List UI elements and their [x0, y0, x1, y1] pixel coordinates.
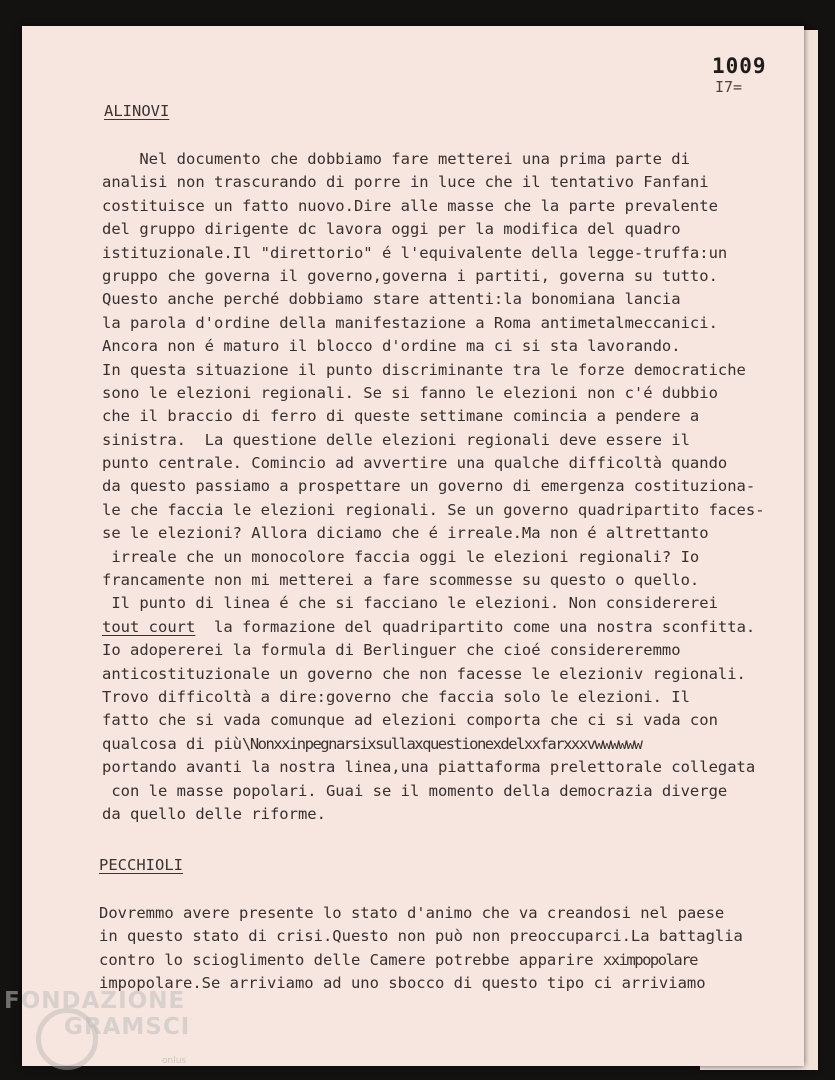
text-line: portando avanti la nostra linea,una piattaforma prelettorale collegata [102, 758, 756, 777]
watermark-sub: onlus [162, 1056, 187, 1066]
watermark-line1: FONDAZIONE [4, 988, 186, 1014]
struck-out-text: \Nonxxinpegnarsixsullaxquestionexdelxxfarxxxvwwwwww [241, 734, 642, 753]
watermark-logo [4, 988, 190, 1040]
tout-court-underlined: tout court [102, 617, 196, 636]
speaker-heading-pecchioli: PECCHIOLI [99, 856, 183, 874]
text-line: le che faccia le elezioni regionali. Se un governo quadripartito faces- [102, 500, 765, 519]
text-line: da questo passiamo a prospettare un governo di emergenza costituziona- [102, 477, 756, 496]
text-line: Trovo difficoltà a dire:governo che faccia solo le elezioni. Il [102, 687, 690, 706]
text-line: se le elezioni? Allora diciamo che é irreale.Ma non é altrettanto [102, 524, 709, 543]
text-line: istituzionale.Il "direttorio" é l'equivalente della legge-truffa:un [102, 243, 728, 262]
page-sub-number: I7= [715, 78, 743, 96]
text-line-tout-court [102, 616, 765, 639]
text-line: la parola d'ordine della manifestazione a Roma antimetalmeccanici. [102, 313, 718, 332]
text-line: Questo anche perché dobbiamo stare attenti:la bonomiana lancia [102, 290, 681, 309]
text-line: da quello delle riforme. [102, 804, 326, 823]
section-body-alinovi [102, 148, 765, 826]
text-line-struck [102, 733, 765, 756]
text-line: che il braccio di ferro di queste settimane comincia a pendere a [102, 407, 700, 426]
section-body-pecchioli [99, 902, 743, 996]
document-page [22, 26, 804, 1066]
text-line: irreale che un monocolore faccia oggi le elezioni regionali? Io [102, 547, 700, 566]
text-line: sono le elezioni regionali. Se si fanno le elezioni non c'é dubbio [102, 383, 718, 402]
text-line: Ancora non é maturo il blocco d'ordine ma ci si sta lavorando. [102, 337, 681, 356]
text-span: la formazione del quadripartito come una nostra sconfitta. [195, 617, 756, 636]
text-line: in questo stato di crisi.Questo non può non preoccuparci.La battaglia [99, 927, 743, 946]
text-span: qualcosa di più [102, 734, 242, 753]
text-line: impopolare.Se arriviamo ad uno sbocco di questo tipo ci arriviamo [99, 974, 706, 993]
text-line: costituisce un fatto nuovo.Dire alle masse che la parte prevalente [102, 196, 718, 215]
page-number: 1009 [712, 54, 767, 78]
text-line: Io adopererei la formula di Berlinguer che cioé considereremmo [102, 641, 681, 660]
text-line: anticostituzionale un governo che non facesse le elezioniv regionali. [102, 664, 746, 683]
speaker-heading-alinovi: ALINOVI [104, 102, 170, 120]
text-line: Nel documento che dobbiamo fare metterei una prima parte di [102, 150, 690, 168]
text-line: In questa situazione il punto discriminante tra le forze democratiche [102, 360, 746, 379]
text-line: analisi non trascurando di porre in luce che il tentativo Fanfani [102, 173, 709, 192]
watermark-line2: GRAMSCI [64, 1014, 191, 1040]
text-line: fatto che si vada comunque ad elezioni comporta che ci si vada con [102, 711, 718, 730]
text-line: Dovremmo avere presente lo stato d'animo che va creandosi nel paese [99, 904, 725, 922]
text-line: Il punto di linea é che si facciano le elezioni. Non considererei [102, 594, 718, 613]
text-line: gruppo che governa il governo,governa i partiti, governa su tutto. [102, 266, 718, 285]
text-line-struck [99, 949, 743, 972]
text-line: punto centrale. Comincio ad avvertire una qualche difficoltà quando [102, 454, 728, 473]
text-line: sinistra. La questione delle elezioni regionali deve essere il [102, 430, 690, 449]
text-line: del gruppo dirigente dc lavora oggi per la modifica del quadro [102, 220, 681, 239]
text-line: con le masse popolari. Guai se il momento della democrazia diverge [102, 781, 728, 800]
text-line: francamente non mi metterei a fare scommesse su questo o quello. [102, 571, 700, 590]
text-span: contro lo scioglimento delle Camere potrebbe apparire [99, 950, 603, 969]
struck-out-text: xximpopolare [602, 950, 697, 969]
